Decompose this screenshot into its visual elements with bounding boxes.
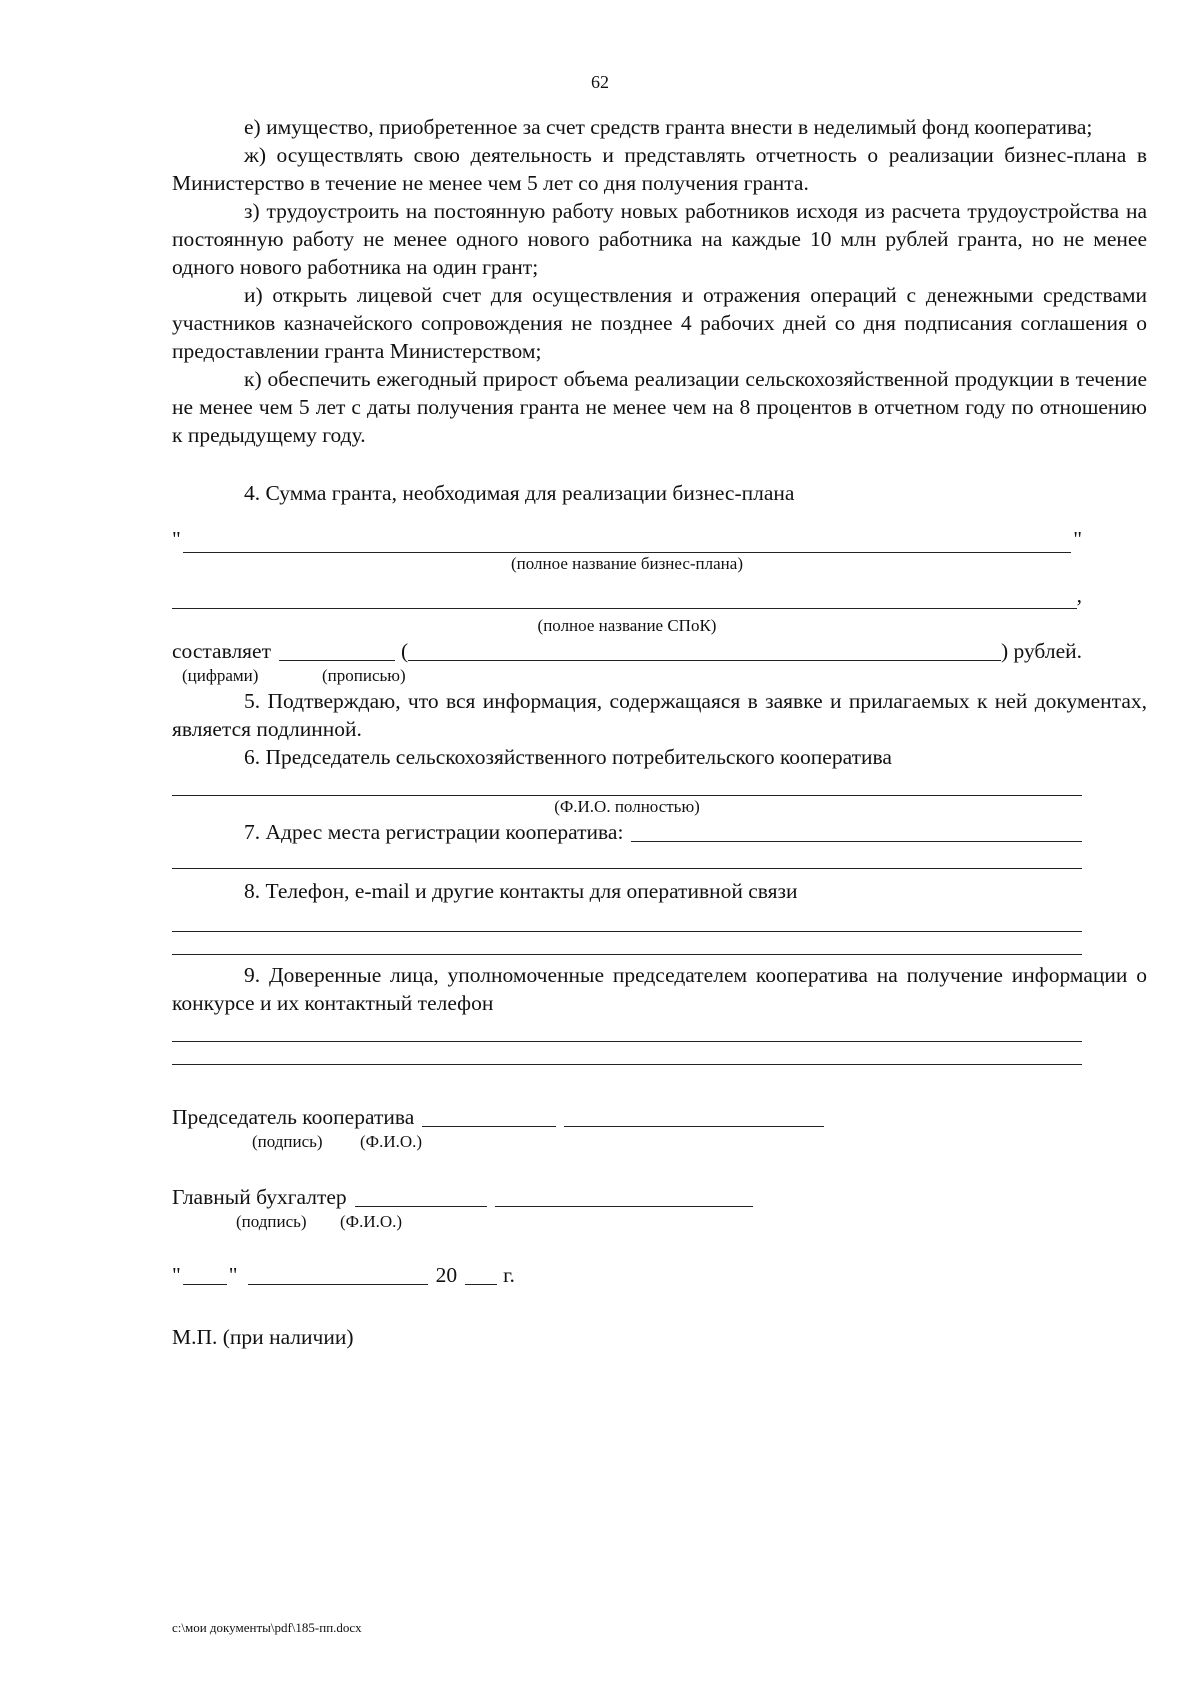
date-quote-close: "	[228, 1263, 238, 1287]
date-day-field[interactable]	[183, 1266, 227, 1285]
chairman-label: Председатель кооператива	[172, 1105, 415, 1129]
date-year-field[interactable]	[465, 1266, 497, 1285]
chairman-signature-field[interactable]	[422, 1108, 556, 1127]
amount-words-field[interactable]	[408, 642, 1001, 661]
section-5: 5. Подтверждаю, что вся информация, содержащаяся в заявке и прилагаемых к ней документах, является подлинной.	[172, 689, 1147, 741]
accountant-name-field[interactable]	[495, 1188, 753, 1207]
business-plan-name-line	[172, 525, 1082, 553]
caption-accountant-name: (Ф.И.О.)	[340, 1212, 403, 1231]
amount-captions	[172, 665, 1147, 687]
document-body	[172, 113, 1147, 1351]
caption-accountant-signature: (подпись)	[236, 1212, 307, 1231]
caption-words: (прописью)	[322, 666, 406, 685]
amount-open: (	[401, 639, 409, 663]
amount-digits-field[interactable]	[279, 642, 395, 661]
quote-open: "	[172, 527, 181, 551]
date-month-field[interactable]	[248, 1266, 428, 1285]
paragraph-e: е) имущество, приобретенное за счет средств гранта внести в неделимый фонд кооператива;	[244, 115, 1093, 139]
comma: ,	[1076, 583, 1082, 607]
footer-file-path: c:\мои документы\pdf\185-пп.docx	[172, 1620, 362, 1635]
address-field-2[interactable]	[172, 846, 1082, 869]
caption-full-name: (Ф.И.О. полностью)	[554, 797, 700, 816]
contacts-field-1[interactable]	[172, 909, 1082, 932]
accountant-signature-line	[172, 1183, 1147, 1211]
caption-chairman-signature: (подпись)	[252, 1132, 323, 1151]
spok-name-field[interactable]	[172, 590, 1077, 609]
section-4-title: 4. Сумма гранта, необходимая для реализации бизнес-плана	[244, 481, 795, 505]
paragraph-k: к) обеспечить ежегодный прирост объема реализации сельскохозяйственной продукции в течение не менее чем 5 лет с даты получения гранта не менее чем на 8 процентов в отчетном году по отношению к предыдущему году.	[172, 367, 1147, 447]
date-line	[172, 1261, 1147, 1289]
trusted-persons-field-1[interactable]	[172, 1019, 1082, 1042]
chairman-signature-line	[172, 1103, 1147, 1131]
chairman-full-name-field[interactable]	[172, 773, 1082, 796]
date-year-suffix: г.	[503, 1263, 515, 1287]
caption-digits: (цифрами)	[182, 666, 259, 685]
paragraph-i: и) открыть лицевой счет для осуществления и отражения операций с денежными средствами участников казначейского сопровождения не позднее 4 рабочих дней со дня подписания соглашения о предоставлении гранта Министерством;	[172, 283, 1147, 363]
chairman-name-field[interactable]	[564, 1108, 824, 1127]
accountant-captions	[172, 1211, 1147, 1235]
paragraph-zh: ж) осуществлять свою деятельность и представлять отчетность о реализации бизнес-плана в Министерство в течение не менее чем 5 лет со дня получения гранта.	[172, 143, 1147, 195]
amount-label: составляет	[172, 639, 271, 663]
section-9: 9. Доверенные лица, уполномоченные председателем кооператива на получение информации о конкурсе и их контактный телефон	[172, 963, 1147, 1015]
paragraph-z: з) трудоустроить на постоянную работу новых работников исходя из расчета трудоустройства на постоянную работу не менее одного нового работника на каждые 10 млн рублей гранта, но не менее одного нового работника на один грант;	[172, 199, 1147, 279]
caption-business-plan: (полное название бизнес-плана)	[511, 554, 743, 573]
section-7-label: 7. Адрес места регистрации кооператива:	[244, 820, 624, 844]
trusted-persons-field-2[interactable]	[172, 1042, 1082, 1065]
accountant-signature-field[interactable]	[355, 1188, 487, 1207]
amount-close: ) рублей.	[1000, 639, 1082, 663]
date-quote-open: "	[172, 1263, 181, 1287]
caption-spok: (полное название СПоК)	[537, 616, 717, 635]
section-6-title: 6. Председатель сельскохозяйственного потребительского кооператива	[244, 745, 892, 769]
business-plan-name-field[interactable]	[183, 534, 1071, 553]
contacts-field-2[interactable]	[172, 932, 1082, 955]
spok-name-line	[172, 581, 1082, 609]
date-year-prefix: 20	[435, 1263, 458, 1287]
page-number: 62	[591, 72, 609, 92]
accountant-label: Главный бухгалтер	[172, 1185, 347, 1209]
amount-line	[172, 637, 1082, 665]
quote-close: "	[1073, 527, 1082, 551]
caption-chairman-name: (Ф.И.О.)	[360, 1132, 423, 1151]
section-8: 8. Телефон, e-mail и другие контакты для оперативной связи	[244, 879, 798, 903]
chairman-captions	[172, 1131, 1147, 1155]
address-line	[172, 818, 1082, 846]
stamp-note: М.П. (при наличии)	[172, 1325, 354, 1349]
address-field[interactable]	[631, 823, 1082, 842]
